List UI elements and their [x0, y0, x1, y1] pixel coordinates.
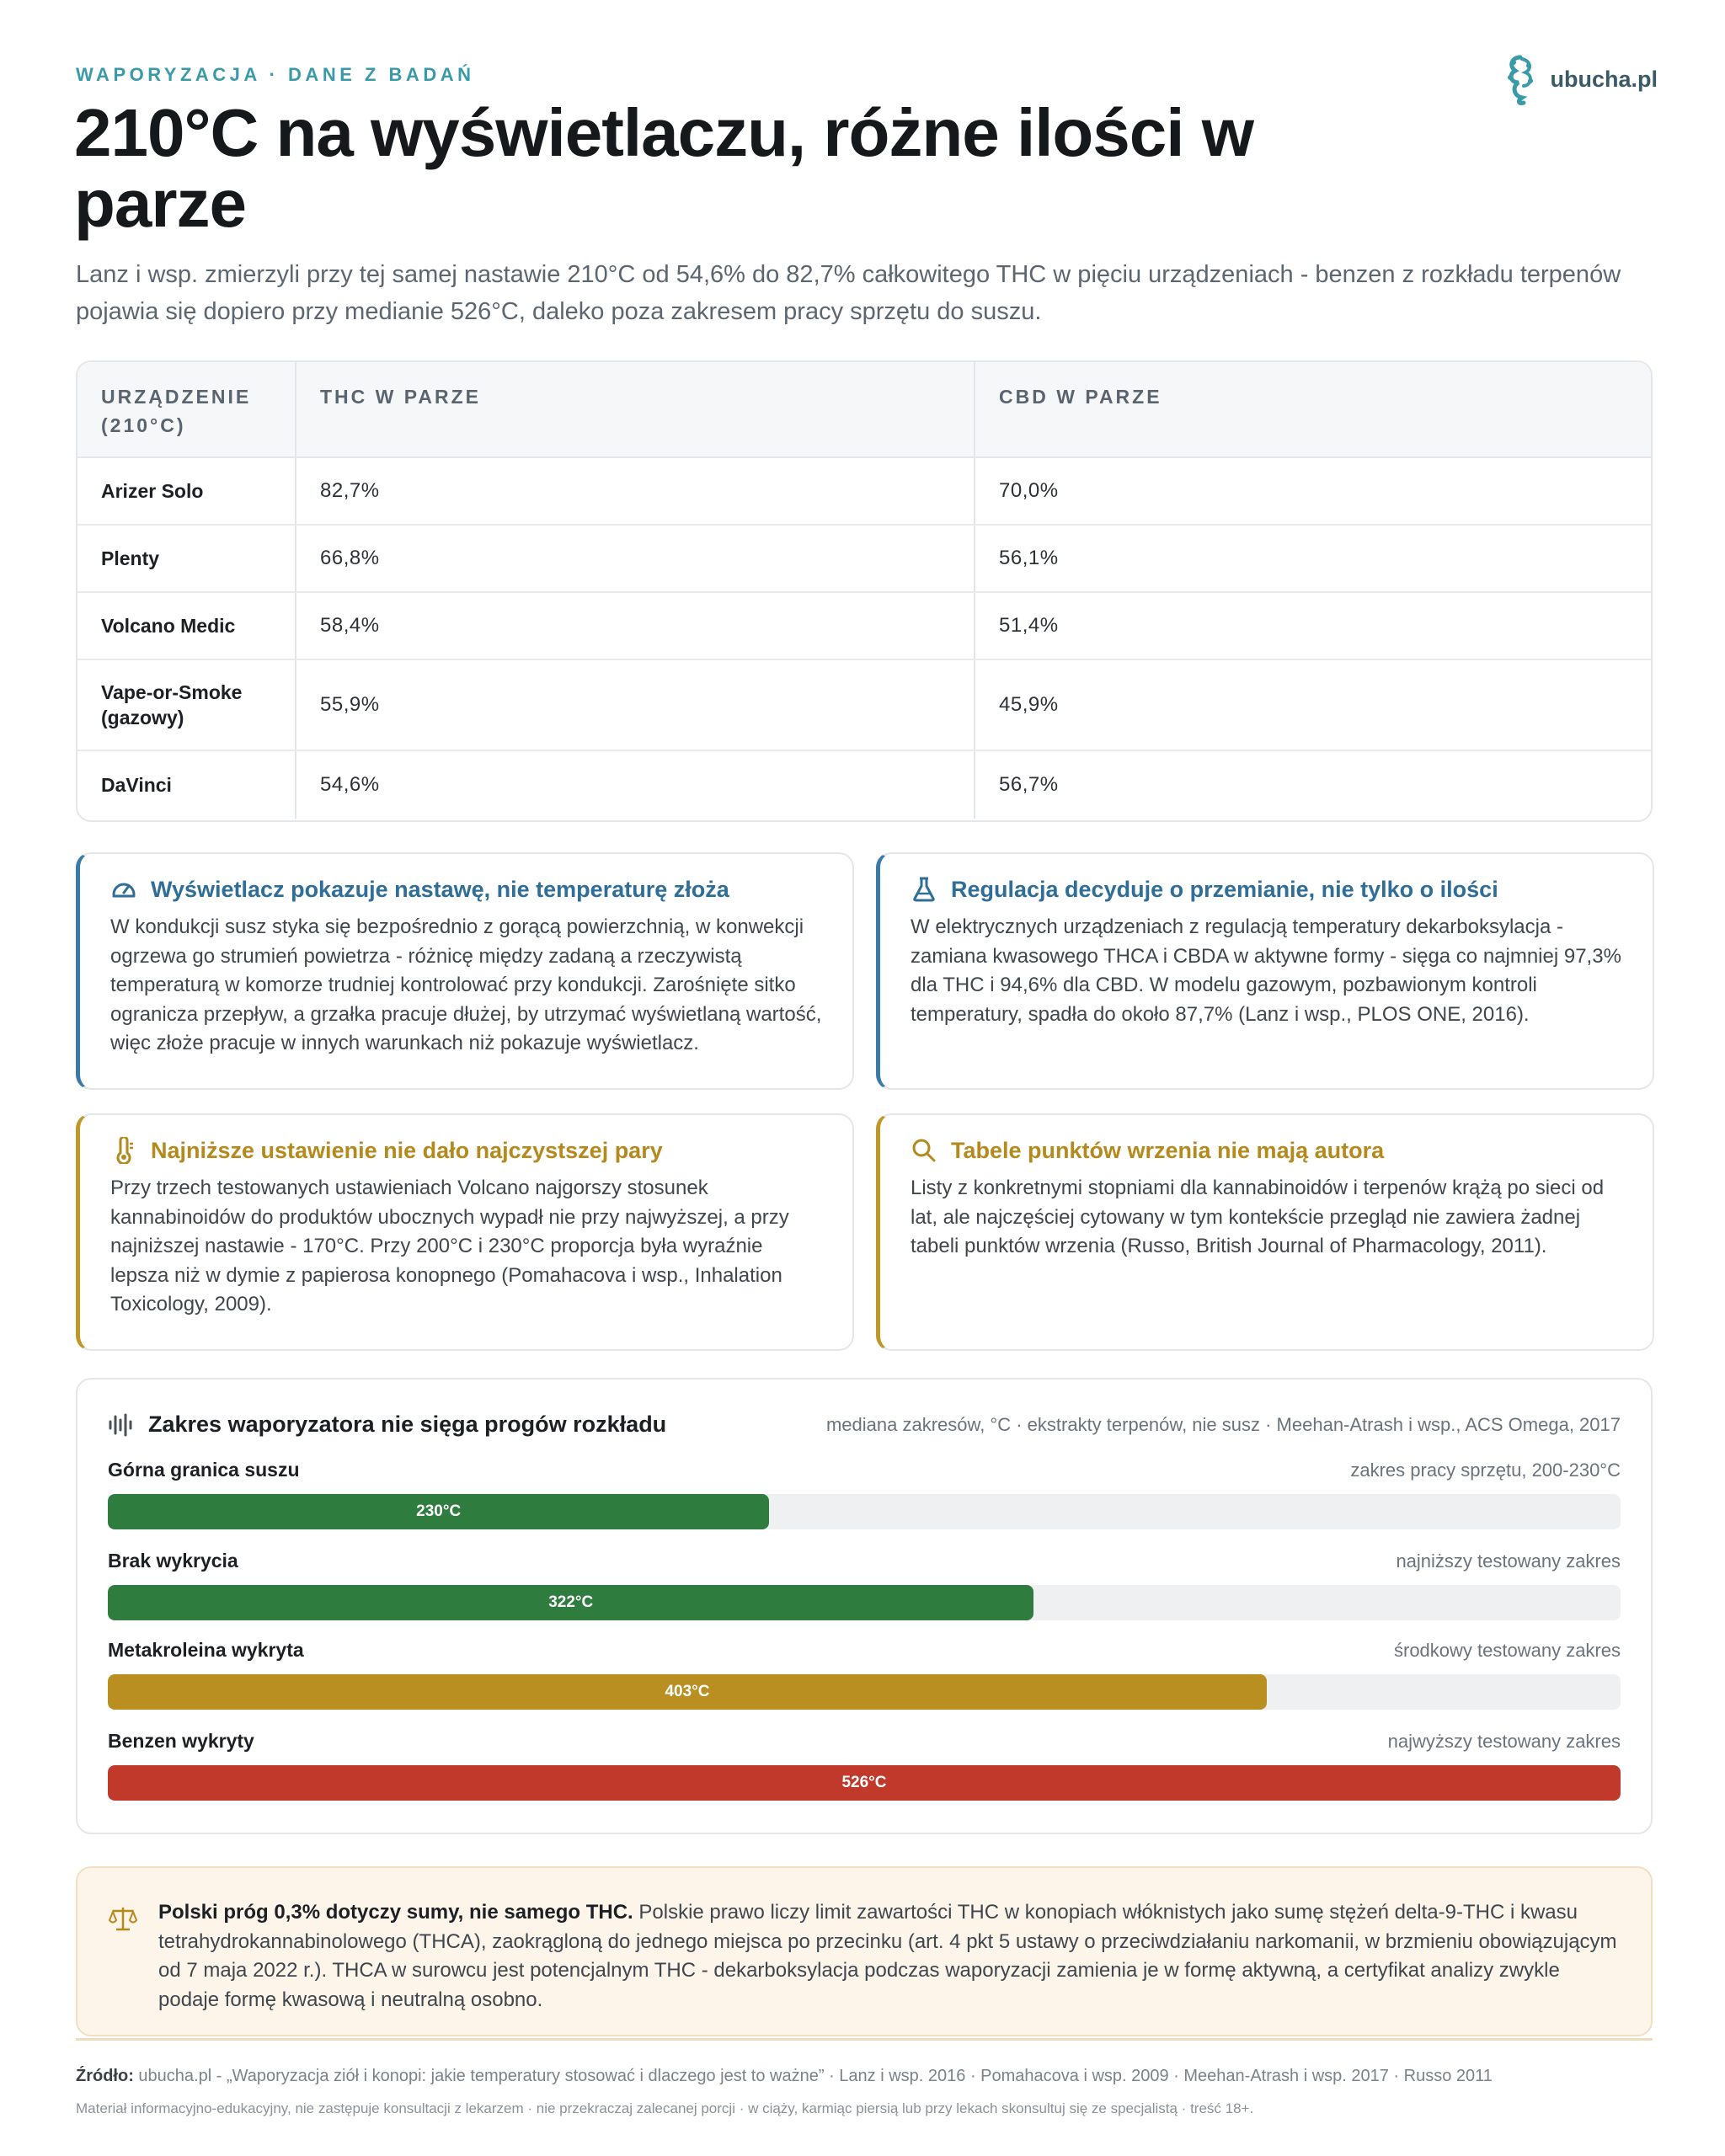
search-icon — [911, 1137, 937, 1164]
bar-row — [108, 1459, 1621, 1529]
thc-value: 82,7% — [296, 458, 975, 524]
source-text: ubucha.pl - „Waporyzacja ziół i konopi: jakie temperatury stosować i dlaczego jest to ważne” · Lanz i wsp. 2016 · Pomahacova i wsp. 2009 · Meehan-Atrash i wsp. 2017 · Russo 2011 — [133, 2067, 1493, 2085]
logo-icon — [1500, 52, 1541, 106]
legal-text: Polskie prawo liczy limit zawartości THC w konopiach włóknistych jako sumę stężeń delta-9-THC i kwasu tetrahydrokannabinolowego (THCA), zaokrągloną do jednego miejsca po przecinku (art. 4 pkt 5 ustawy o przeciwdziałaniu narkomanii, w brzmieniu obowiązującym od 7 maja 2022 r.). THCA w surowcu jest potencjalnym THC - dekarboksylacja podczas waporyzacji zamienia je w formę aktywną, a certyfikat analizy zwykle podaje formę kwasową i neutralną osobno. — [158, 1901, 1617, 2011]
range-chart-title: Zakres waporyzatora nie sięga progów rozkładu — [148, 1412, 667, 1437]
table-row — [77, 660, 1651, 751]
bar-fill — [108, 1585, 1033, 1620]
header-cbd: CBD W PARZE — [999, 386, 1162, 408]
device-name: Plenty — [77, 526, 296, 591]
bar-fill — [108, 1765, 1621, 1801]
bar-track — [108, 1494, 1621, 1529]
range-chart-note: mediana zakresów, °C · ekstrakty terpenów, nie susz · Meehan-Atrash i wsp., ACS Omega, 2017 — [825, 1413, 1621, 1435]
cbd-value: 56,1% — [999, 547, 1059, 569]
page-title: 210°C na wyświetlaczu, różne ilości w parze — [74, 95, 1253, 241]
device-name: Volcano Medic — [77, 593, 296, 659]
device-name: Arizer Solo — [77, 458, 296, 524]
thc-value: 66,8% — [296, 526, 975, 591]
card-body: W kondukcji susz styka się bezpośrednio z gorącą powierzchnią, w konwekcji ogrzewa go strumień powietrza - różnicę między zadaną a rzeczywistą temperaturą w komorze trudniej kontrolować przy kondukcji. Zarośnięte sitko ogranicza przepływ, a grzałka pracuje dłużej, by utrzymać wyświetlaną wartość, więc złoże pracuje w innych warunkach niż pokazuje wyświetlacz. — [110, 915, 822, 1054]
card-title: Wyświetlacz pokazuje nastawę, nie temperaturę złoża — [151, 876, 729, 902]
info-card-regulation — [876, 852, 1654, 1090]
bar-note: środkowy testowany zakres — [1394, 1640, 1621, 1661]
bar-row — [108, 1550, 1621, 1620]
thermometer-icon — [110, 1137, 137, 1164]
card-body: Listy z konkretnymi stopniami dla kannabinoidów i terpenów krążą po sieci od lat, ale najczęściej cytowany w tym kontekście przegląd nie zawiera żadnej tabeli punktów wrzenia (Russo, British Journal of Pharmacology, 2011). — [911, 1177, 1605, 1257]
bar-row — [108, 1639, 1621, 1710]
header-device: URZĄDZENIE (210°C) — [77, 362, 296, 456]
gauge-icon — [110, 876, 137, 903]
device-table — [76, 360, 1653, 822]
flask-icon — [911, 876, 937, 903]
thc-value: 55,9% — [296, 660, 975, 750]
bar-note: najwyższy testowany zakres — [1387, 1731, 1621, 1752]
bar-note: najniższy testowany zakres — [1396, 1550, 1621, 1572]
bar-name: Benzen wykryty — [108, 1730, 254, 1752]
card-body: W elektrycznych urządzeniach z regulacją temperatury dekarboksylacja - zamiana kwasowego THCA i CBDA w aktywne formy - sięga co najmniej 97,3% dla THC i 94,6% dla CBD. W modelu gazowym, pozbawionym kontroli temperatury, spadła do około 87,7% (Lanz i wsp., PLOS ONE, 2016). — [911, 915, 1621, 1026]
table-row — [77, 593, 1651, 660]
cbd-value: 56,7% — [999, 773, 1059, 796]
bar-value-label: 230°C — [416, 1502, 462, 1520]
bar-track — [108, 1585, 1621, 1620]
bar-value-label: 403°C — [665, 1683, 710, 1700]
header-thc: THC W PARZE — [296, 362, 975, 456]
cbd-value: 45,9% — [999, 693, 1059, 716]
range-chart-card — [76, 1378, 1653, 1834]
card-title: Najniższe ustawienie nie dało najczystszej pary — [151, 1137, 663, 1163]
bar-track — [108, 1765, 1621, 1801]
brand-logo[interactable] — [1500, 52, 1658, 106]
info-card-lowest-setting — [76, 1113, 854, 1351]
bar-note: zakres pracy sprzętu, 200-230°C — [1350, 1460, 1621, 1481]
table-row — [77, 526, 1651, 593]
card-body: Przy trzech testowanych ustawieniach Volcano najgorszy stosunek kannabinoidów do produktów ubocznych wypadł nie przy najwyższej, a przy najniższej nastawie - 170°C. Przy 200°C i 230°C proporcja była wyraźnie lepsza niż w dymie z papierosa konopnego (Pomahacova i wsp., Inhalation Toxicology, 2009). — [110, 1177, 789, 1315]
bar-row — [108, 1730, 1621, 1801]
bar-track — [108, 1674, 1621, 1710]
logo-text: ubucha.pl — [1550, 66, 1658, 92]
thc-value: 54,6% — [296, 751, 975, 819]
table-header — [77, 362, 1651, 458]
legal-lead: Polski próg 0,3% dotyczy sumy, nie samego THC. — [158, 1901, 633, 1924]
source-line — [76, 2067, 1493, 2086]
info-card-display — [76, 852, 854, 1090]
cbd-value: 51,4% — [999, 614, 1059, 637]
card-title: Tabele punktów wrzenia nie mają autora — [951, 1137, 1385, 1163]
footer-divider — [76, 2038, 1653, 2041]
device-name: Vape-or-Smoke (gazowy) — [77, 660, 296, 750]
cbd-value: 70,0% — [999, 479, 1059, 502]
card-title: Regulacja decyduje o przemianie, nie tylko o ilości — [951, 876, 1498, 902]
bar-name: Metakroleina wykryta — [108, 1639, 304, 1661]
bar-fill — [108, 1494, 769, 1529]
source-label: Źródło: — [76, 2067, 134, 2085]
bar-name: Brak wykrycia — [108, 1550, 238, 1572]
table-row — [77, 751, 1651, 819]
scales-icon — [108, 1905, 138, 1932]
bar-name: Górna granica suszu — [108, 1459, 300, 1481]
disclaimer: Materiał informacyjno-edukacyjny, nie zastępuje konsultacji z lekarzem · nie przekraczaj zalecanej porcji · w ciąży, karmiąc piersią lub przy lekach skonsultuj się ze specjalistą · treść 18+. — [76, 2100, 1254, 2116]
bar-fill — [108, 1674, 1267, 1710]
eyebrow: WAPORYZACJA · DANE Z BADAŃ — [76, 64, 475, 85]
page-subtitle: Lanz i wsp. zmierzyli przy tej samej nastawie 210°C od 54,6% do 82,7% całkowitego THC w pięciu urządzeniach - benzen z rozkładu terpenów pojawia się dopiero przy medianie 526°C, daleko poza zakresem pracy sprzętu do suszu. — [76, 261, 1621, 325]
legal-note — [76, 1866, 1653, 2036]
bar-value-label: 322°C — [548, 1593, 594, 1611]
table-row — [77, 458, 1651, 526]
waveform-icon — [108, 1412, 133, 1438]
bar-value-label: 526°C — [841, 1774, 887, 1791]
info-card-boiling-tables — [876, 1113, 1654, 1351]
device-name: DaVinci — [77, 751, 296, 819]
thc-value: 58,4% — [296, 593, 975, 659]
